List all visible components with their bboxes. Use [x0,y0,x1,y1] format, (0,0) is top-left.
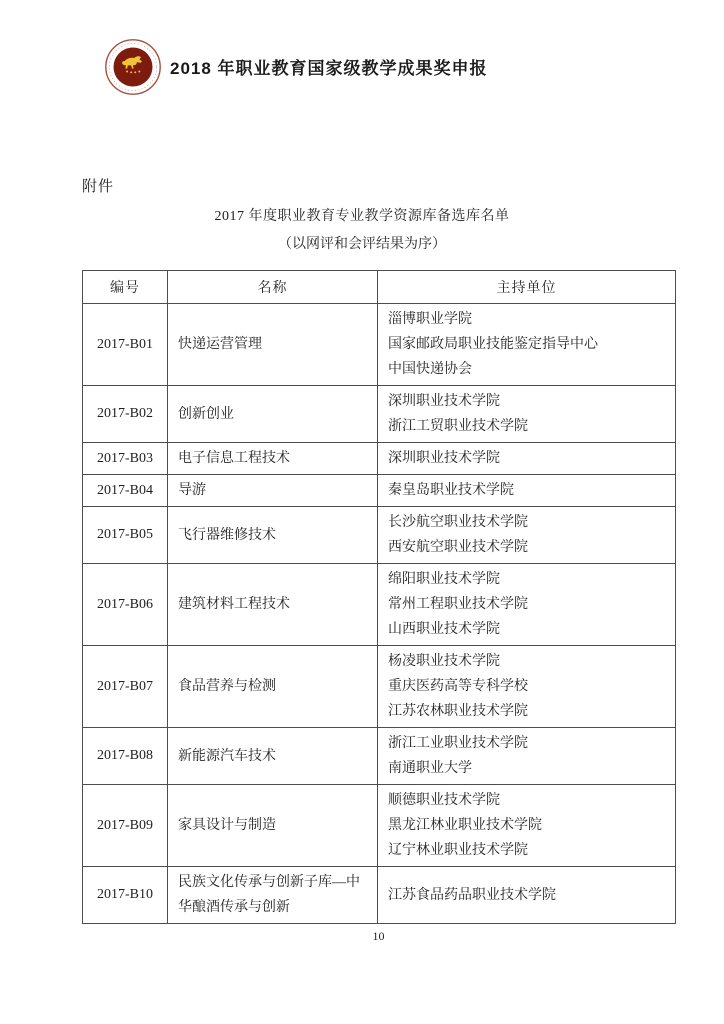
row-id: 2017-B09 [83,785,168,867]
row-name: 食品营养与检测 [168,646,378,728]
host-org-line: 黑龙江林业职业技术学院 [388,818,542,833]
column-header-id: 编号 [83,271,168,304]
row-host-orgs [378,475,676,507]
row-id: 2017-B01 [83,304,168,386]
table-body [83,304,676,924]
row-id: 2017-B04 [83,475,168,507]
row-name: 导游 [168,475,378,507]
host-org-line: 淄博职业学院 [388,312,472,327]
row-host-orgs [378,507,676,564]
page-header-title: 2018 年职业教育国家级教学成果奖申报 [170,59,488,78]
host-org-line: 深圳职业技术学院 [388,451,500,466]
host-org-line: 辽宁林业职业技术学院 [388,843,528,858]
row-id: 2017-B10 [83,867,168,924]
row-name: 建筑材料工程技术 [168,564,378,646]
column-header-name: 名称 [168,271,378,304]
host-org-line: 山西职业技术学院 [388,622,500,637]
row-host-orgs [378,867,676,924]
host-org-line: 中国快递协会 [388,362,472,377]
table-row [83,507,676,564]
table-row [83,785,676,867]
table-row [83,728,676,785]
host-org-line: 秦皇岛职业技术学院 [388,483,514,498]
row-id: 2017-B06 [83,564,168,646]
row-id: 2017-B02 [83,386,168,443]
document-title: 2017 年度职业教育专业教学资源库备选库名单 [214,209,510,224]
table-row [83,386,676,443]
host-org-line: 浙江工贸职业技术学院 [388,419,528,434]
resource-library-table [82,270,676,924]
host-org-line: 顺德职业技术学院 [388,793,500,808]
attachment-label: 附件 [82,179,115,195]
row-host-orgs [378,564,676,646]
row-id: 2017-B05 [83,507,168,564]
host-org-line: 绵阳职业技术学院 [388,572,500,587]
table-row [83,867,676,924]
host-org-line: 国家邮政局职业技能鉴定指导中心 [388,337,598,352]
table-row [83,304,676,386]
table-row [83,475,676,507]
row-id: 2017-B03 [83,443,168,475]
table-header-row [83,271,676,304]
seal-horse-icon [104,38,162,96]
page-number: 10 [372,929,385,943]
host-org-line: 江苏食品药品职业技术学院 [388,887,556,903]
host-org-line: 江苏农林职业技术学院 [388,704,528,719]
row-host-orgs [378,646,676,728]
host-org-line: 浙江工业职业技术学院 [388,736,528,751]
school-seal-logo [104,38,162,96]
row-id: 2017-B07 [83,646,168,728]
host-org-line: 常州工程职业技术学院 [388,597,528,612]
host-org-line: 南通职业大学 [388,761,472,776]
row-host-orgs [378,386,676,443]
row-name: 民族文化传承与创新子库—中华酿酒传承与创新 [168,867,378,924]
host-org-line: 重庆医药高等专科学校 [388,679,528,694]
row-name: 创新创业 [168,386,378,443]
host-org-line: 深圳职业技术学院 [388,394,500,409]
host-org-line: 长沙航空职业技术学院 [388,515,528,530]
row-name: 新能源汽车技术 [168,728,378,785]
row-host-orgs [378,728,676,785]
host-org-line: 西安航空职业技术学院 [388,540,528,555]
table-row [83,564,676,646]
row-name: 飞行器维修技术 [168,507,378,564]
column-header-host-org: 主持单位 [378,271,676,304]
row-host-orgs [378,443,676,475]
row-name: 电子信息工程技术 [168,443,378,475]
row-id: 2017-B08 [83,728,168,785]
table-row [83,443,676,475]
host-org-line: 杨凌职业技术学院 [388,654,500,669]
table-row [83,646,676,728]
row-name: 家具设计与制造 [168,785,378,867]
row-host-orgs [378,785,676,867]
row-host-orgs [378,304,676,386]
document-subtitle: （以网评和会评结果为序） [278,237,446,252]
row-name: 快递运营管理 [168,304,378,386]
